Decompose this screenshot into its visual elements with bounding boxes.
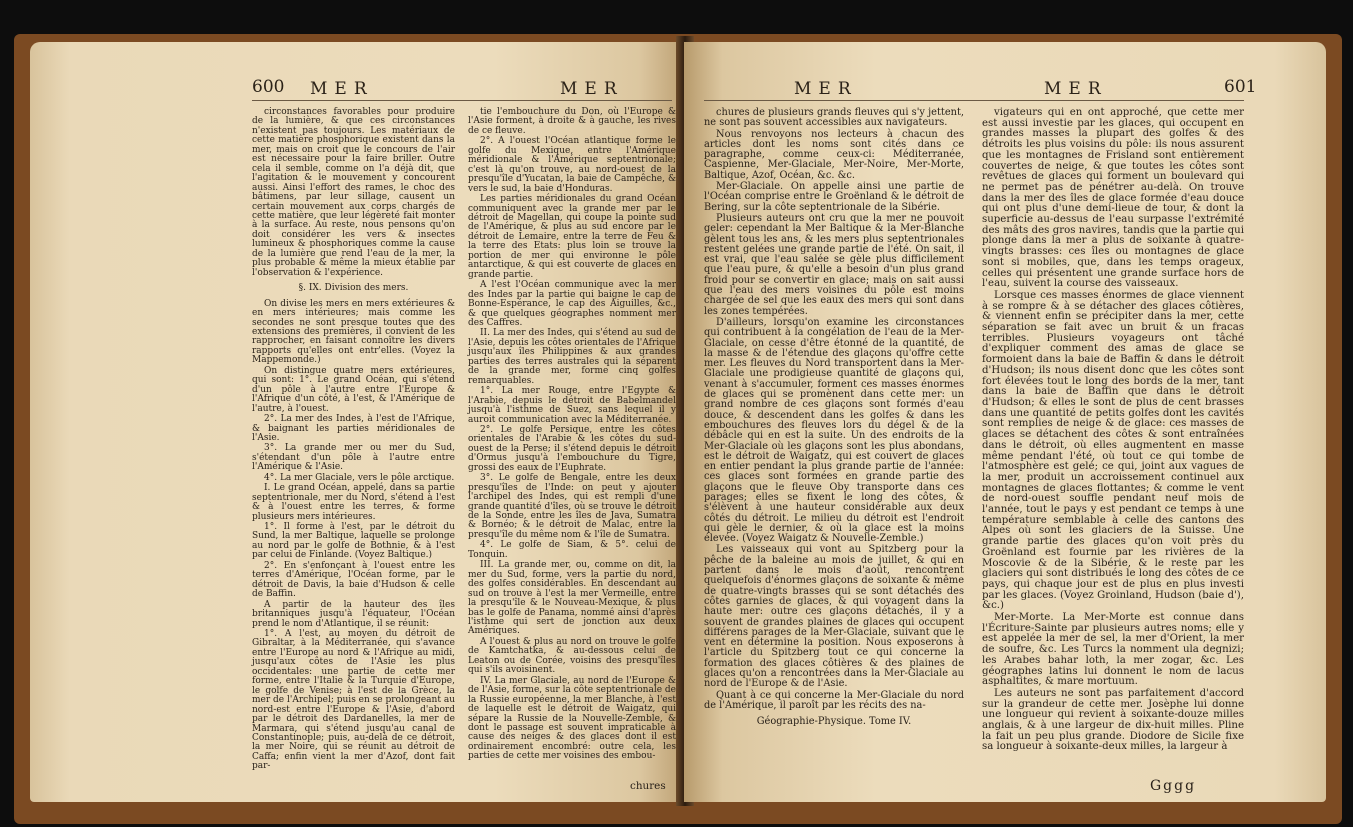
paragraph: 3°. La grande mer ou mer du Sud, s'étendant d'un pôle à l'autre entre l'Amérique & l'Asie. [252,443,455,473]
paragraph: Nous renvoyons nos lecteurs à chacun des articles dont les noms sont cités dans ce paragraphe, comme ceux-ci: Méditerranée, Caspienne, Mer-Glaciale, Mer-Noire, Mer-Morte, Baltique, Azof, Océan, &c. &c. [704,128,964,181]
running-head-left: MER [310,79,374,99]
paragraph: chures de plusieurs grands fleuves qui s'y jettent, ne sont pas souvent accessibles aux navigateurs. [704,107,964,129]
paragraph: Quant à ce qui concerne la Mer-Glaciale du nord de l'Amérique, il paroît par les récits des na- [704,689,964,711]
paragraph: 1°. Il forme à l'est, par le détroit du Sund, la mer Baltique, laquelle se prolonge au nord par le golfe de Bothnie, & à l'est par celui de Finlande. (Voyez Baltique.) [252,522,455,561]
paragraph: Les auteurs ne sont pas parfaitement d'accord sur la grandeur de cette mer. Josèphe lui donne une longueur qui revient à soixante-douze milles anglais, & à une largeur de dix-huit milles. Pline la fait un peu plus grande. Diodore de Sicile fixe sa longueur à soixante-deux milles, la largeur à [982,687,1244,753]
running-head-right: MER [560,79,624,99]
running-head-right: MER [1044,79,1108,99]
left-page-column-2 [468,108,676,763]
paragraph: Mer-Morte. La Mer-Morte est connue dans l'Écriture-Sainte par plusieurs autres noms; elle y est appelée la mer de sel, la mer d'Orient, la mer de soufre, &c. Les Turcs la nomment ula degnizi; les Arabes bahar loth, la mer zogar, &c. Les géographes latins lui donnent le nom de lacus asphaltites, & mare mortuum. [982,612,1244,688]
paragraph: A l'ouest & plus au nord on trouve le golfe de Kamtchatka, & au-dessous celui de Leaton ou de Corée, voisins des presqu'îles qui s'ils avoisinent. [468,636,676,676]
paragraph: Géographie-Physique. Tome IV. [756,716,912,728]
right-page-column-2 [982,108,1244,754]
paragraph: circonstances favorables pour produire de la lumière, & que ces circonstances n'existent pas toujours. Les matériaux de cette matière phosphorique existent dans la mer, mais on croit que le concours de l'air est nécessaire pour la faire briller. Outre cela il semble, comme on l'a déjà dit, que l'agitation & le mouvement y concourent aussi. Ainsi l'effort des rames, le choc des bâtimens, par leur sillage, causent un certain mouvement aux corps chargés de cette matière, que leur légèreté fait monter à la surface. Au reste, nous pensons qu'on doit considérer les vers & insectes lumineux & phosphoriques comme la cause de la lumière que rend l'eau de la mer, la plus probable & même la mieux établie par l'observation & l'expérience. [252,107,455,278]
paragraph: III. La grande mer, ou, comme on dit, la mer du Sud, forme, vers la partie du nord, des golfes considérables. En descendant au sud on trouve à l'est la mer Vermeille, entre la presqu'île & le Nouveau-Mexique, & plus bas le golfe de Panama, nommé ainsi d'après l'isthme qui sert de jonction aux deux Amériques. [468,560,676,637]
paragraph: §. IX. Division des mers. [298,283,409,294]
header-rule [704,100,1244,101]
running-head-left: MER [794,79,858,99]
right-page-column-1 [704,108,964,734]
paragraph: Les vaisseaux qui vont au Spitzberg pour la pêche de la baleine au mois de juillet, & qui en partent dans le mois d'août, rencontrent quelquefois d'énormes glaçons de soixante & même de quatre-vingts brasses qui se sont détachés des côtes garnies de glaces, & qui voyagent dans la haute mer: outre ces glaçons détachés, il y a souvent de grandes plaines de glaces qui occupent différens parages de la Mer-Glaciale, suivant que le vent en détermine la position. Nous exposerons à l'article du Spitzberg tout ce qui concerne la formation des glaces côtières & des plaines de glaces qu'on a rencontrées dans la Mer-Glaciale au nord de l'Europe & de l'Asie. [704,544,964,690]
left-page [30,42,692,802]
paragraph: Plusieurs auteurs ont cru que la mer ne pouvoit geler: cependant la Mer Baltique & la Mer-Blanche gèlent tous les ans, & les mers plus septentrionales restent gelées une grande partie de l'été. On sait, il est vrai, que l'eau salée se gèle plus difficilement que l'eau pure, & qu'elle a besoin d'un plus grand froid pour se convertir en glace; mais on sait aussi que l'eau des mers voisines du pôle est moins chargée de sel que les eaux des mers qui sont dans les zones tempérées. [704,212,964,317]
paragraph: Lorsque ces masses énormes de glace viennent à se rompre & à se détacher des glaces côtières, & viennent enfin se précipiter dans la mer, cette séparation se fait avec un bruit & un fracas terribles. Plusieurs voyageurs ont tâché d'expliquer comment des amas de glace se formoient dans la baie de Baffin & dans le détroit d'Hudson; ils nous disent donc que les côtes sont fort élevées tout le long des bords de la mer, tant dans la baie de Baffin que dans le détroit d'Hudson; & elles le sont de plus de cent brasses dans une quantité de petits golfes dont les cavités sont remplies de neige & de glace: ces masses de glaces se détachent des côtes & sont entraînées dans le détroit, où elles augmentent en masse même pendant l'été, où tout ce qui tombe de l'atmosphère est gelé; ce qui, joint aux vagues de la mer, produit un accroissement continuel aux montagnes de glaces flottantes; & comme le vent de nord-ouest souffle pendant neuf mois de l'année, tout le pays y est pendant ce temps à une température semblable à celle des cantons des Alpes où sont les glaciers de la Suisse. Une grande partie des glaces qu'on voit près du Groënland est fournie par les rivières de la Moscovie & de la Sibérie, & le reste par les glaciers qui sont distribués le long des côtes de ce pays, qui chaque jour est de plus en plus investi par les glaces. (Voyez Groinland, Hudson (baie d'), &c.) [982,289,1244,612]
paragraph: 2°. A l'ouest l'Océan atlantique forme le golfe du Mexique, entre l'Amérique méridionale & l'Amérique septentrionale; c'est là qu'on trouve, au nord-ouest de la presqu'île d'Yucatan, la baie de Campêche, & vers le sud, la baie d'Honduras. [468,136,676,194]
left-page-column-1 [252,108,455,773]
paragraph: 3°. Le golfe de Bengale, entre les deux presqu'îles de l'Inde: on peut y ajouter l'archipel des Indes, qui est rempli d'une grande quantité d'îles, où se trouve le détroit de la Sonde, entre les îles de Java, Sumatra & Bornéo; & le détroit de Malac, entre la presqu'île du même nom & l'île de Sumatra. [468,473,676,540]
signature-mark: Gggg [1150,778,1197,794]
header-rule [252,100,672,101]
paragraph: 2°. La mer des Indes, à l'est de l'Afrique, & baignant les parties méridionales de l'Asie. [252,414,455,443]
paragraph: On divise les mers en mers extérieures & en mers intérieures; mais comme les secondes ne sont presque toutes que des extensions des premières, il convient de les rapprocher, en faisant connoître les divers rapports qu'elles ont entr'elles. (Voyez la Mappemonde.) [252,298,455,366]
paragraph: tie l'embouchure du Don, où l'Europe & l'Asie forment, à droite & à gauche, les rives de ce fleuve. [468,107,676,136]
paragraph: D'ailleurs, lorsqu'on examine les circonstances qui contribuent à la congélation de l'eau de la Mer-Glaciale, on cesse d'être étonné de la quantité, de la masse & de l'étendue des glaçons qu'offre cette mer. Les fleuves du Nord transportent dans la Mer-Glaciale une prodigieuse quantité de glaçons qui, venant à s'accumuler, forment ces masses énormes de glaces qui se promènent dans cette mer: un grand nombre de ces glaçons sont formés d'eau douce, & descendent dans les golfes & dans les embouchures des fleuves lors du dégel & de la débâcle qui en est la suite. Un des endroits de la Mer-Glaciale où les glaçons sont les plus abondans, est le détroit de Waigatz, qui est couvert de glaces en entier pendant la plus grande partie de l'année: ces glaces sont formées en grande partie des glaçons que le fleuve Oby transporte dans ces parages; elles se fixent le long des côtes, & s'élèvent à une hauteur considérable aux deux côtés du détroit. Le milieu du détroit est l'endroit qui gèle le dernier, & où la glace est la moins élevée. (Voyez Waigatz & Nouvelle-Zemble.) [704,316,964,545]
paragraph: Les parties méridionales du grand Océan communiquent avec la grande mer par le détroit de Magellan, qui coupe la pointe sud de l'Amérique, & plus au sud encore par le détroit de Lemaire, entre la terre de Feu & la terre des Etats: plus loin se trouve la portion de mer qui environne le pôle antarctique, & qui est couverte de glaces en grande partie. [468,194,676,280]
page-number: 601 [1224,77,1257,97]
paragraph: 1°. La mer Rouge, entre l'Egypte & l'Arabie, depuis le détroit de Babelmandel jusqu'à l'isthme de Suez, sans lequel il y auroit communication avec la Méditerranée. [468,386,676,425]
paragraph: 1°. A l'est, au moyen du détroit de Gibraltar, à la Méditerranée, qui s'avance entre l'Europe au nord & l'Afrique au midi, jusqu'aux côtes de l'Asie les plus occidentales: une partie de cette mer forme, entre l'Italie & la Turquie d'Europe, le golfe de Venise; à l'est de la Grèce, la mer de l'Archipel; puis en se prolongeant au nord-est entre l'Europe & l'Asie, d'abord par le détroit des Dardanelles, la mer de Marmara, qui s'étend jusqu'au canal de Constantinople; puis, au-delà de ce détroit, la mer Noire, qui se réunit au détroit de Caffa; enfin vient la mer d'Azof, dont fait par- [252,629,455,772]
paragraph: II. La mer des Indes, qui s'étend au sud de l'Asie, depuis les côtes orientales de l'Afrique jusqu'aux îles Philippines & aux grandes parties des terres australes qui la séparent de la grande mer, forme cinq golfes remarquables. [468,328,676,386]
catchword: chures [630,780,666,792]
paragraph: On distingue quatre mers extérieures, qui sont: 1°. Le grand Océan, qui s'étend d'un pôle à l'autre entre l'Europe & l'Afrique d'un côté, à l'est, & l'Amérique de l'autre, à l'ouest. [252,365,455,414]
paragraph: IV. La mer Glaciale, au nord de l'Europe & de l'Asie, forme, sur la côte septentrionale de la Russie européenne, la mer Blanche, à l'est de laquelle est le détroit de Waigatz, qui sépare la Russie de la Nouvelle-Zemble, & dont le passage est souvent impraticable à cause des neiges & des glaces dont il est ordinairement encombré: outre cela, les parties de cette mer voisines des embou- [468,675,676,762]
paragraph: vigateurs qui en ont approché, que cette mer est aussi investie par les glaces, qui occupent en grandes masses la plupart des golfes & des détroits les plus voisins du pôle: ils nous assurent que les montagnes de Frisland sont entièrement couvertes de neige, & que toutes les côtes sont revêtues de glaces qui forment un boulevard qui ne permet pas de pénétrer au-delà. On trouve dans la mer des îles de glace formée d'eau douce qui ont plus d'une demi-lieue de tour, & dont la superficie au-dessus de l'eau surpasse l'extrémité des mâts des gros navires, tandis que la partie qui plonge dans la mer a plus de soixante à quatre-vingts brasses: ces îles ou montagnes de glace sont si mobiles, que, dans les temps orageux, celles qui présentent une grande surface hors de l'eau, suivent la course des vaisseaux. [982,107,1244,290]
right-page [684,42,1326,802]
page-number: 600 [252,77,285,97]
paragraph: A l'est l'Océan communique avec la mer des Indes par la partie qui baigne le cap de Bonne-Espérance, le cap des Aiguilles, &c., & que quelques géographes nomment mer des Caffres. [468,280,676,328]
paragraph: 2°. Le golfe Persique, entre les côtes orientales de l'Arabie & les côtes du sud-ouest de la Perse; il s'étend depuis le détroit d'Ormus jusqu'à l'embouchure du Tigre, grossi des eaux de l'Euphrate. [468,424,676,473]
paragraph: 4°. Le golfe de Siam, & 5°. celui de Tonquin. [468,540,676,560]
paragraph: A partir de la hauteur des îles britanniques jusqu'à l'équateur, l'Océan prend le nom d'Atlantique, il se réunit: [252,599,455,629]
paragraph: 4°. La mer Glaciale, vers le pôle arctique. [264,472,455,483]
paragraph: Mer-Glaciale. On appelle ainsi une partie de l'Océan comprise entre le Groënland & le détroit de Bering, sur la côte septentrionale de la Sibérie. [704,181,964,213]
paragraph: I. Le grand Océan, appelé, dans sa partie septentrionale, mer du Nord, s'étend à l'est & à l'ouest entre les terres, & forme plusieurs mers intérieures. [252,483,455,522]
paragraph: 2°. En s'enfonçant à l'ouest entre les terres d'Amérique, l'Océan forme, par le détroit de Davis, la baie d'Hudson & celle de Baffin. [252,560,455,600]
